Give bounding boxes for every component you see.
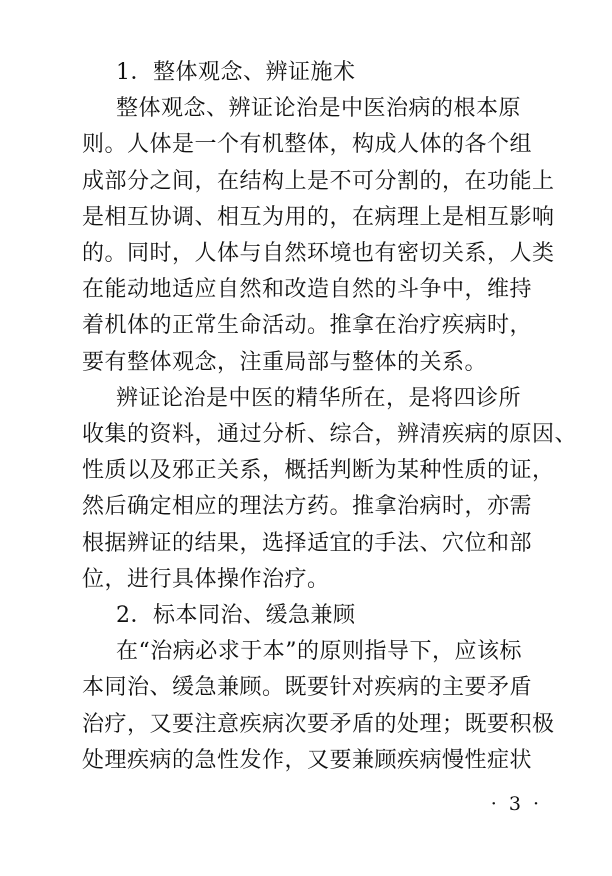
paragraph-line: 性质以及邪正关系，概括判断为某种性质的证，	[82, 458, 555, 484]
paragraph-line: 整体观念、辨证论治是中医治病的根本原	[116, 96, 522, 122]
paragraph-line: 的。同时，人体与自然环境也有密切关系，人类	[82, 241, 555, 266]
paragraph-line: 成部分之间，在结构上是不可分割的，在功能上	[82, 168, 555, 194]
section-heading-1: 1．整体观念、辨证施术	[116, 60, 356, 85]
paragraph-line: 然后确定相应的理法方药。推拿治病时，亦需	[82, 494, 533, 520]
paragraph-line: 着机体的正常生命活动。推拿在治疗疾病时，	[82, 313, 533, 339]
paragraph-line: 本同治、缓急兼顾。既要针对疾病的主要矛盾	[82, 675, 533, 701]
section-heading-2: 2．标本同治、缓急兼顾	[116, 603, 356, 628]
page-number: · 3 ·	[490, 793, 542, 815]
paragraph-line: 是相互协调、相互为用的，在病理上是相互影响	[82, 204, 555, 230]
paragraph-line: 则。人体是一个有机整体，构成人体的各个组	[82, 132, 533, 158]
paragraph-line: 治疗，又要注意疾病次要矛盾的处理；既要积极	[82, 711, 555, 737]
paragraph-line: 根据辨证的结果，选择适宜的手法、穴位和部	[82, 530, 533, 556]
paragraph-line: 处理疾病的急性发作，又要兼顾疾病慢性症状	[82, 747, 533, 773]
paragraph-line: 收集的资料，通过分析、综合，辨清疾病的原因、	[82, 422, 578, 447]
paragraph-line: 在“治病必求于本”的原则指导下，应该标	[116, 639, 522, 665]
paragraph-line: 在能动地适应自然和改造自然的斗争中，维持	[82, 277, 533, 303]
paragraph-line: 位，进行具体操作治疗。	[82, 566, 330, 592]
paragraph-line: 辨证论治是中医的精华所在，是将四诊所	[116, 385, 522, 411]
paragraph-line: 要有整体观念，注重局部与整体的关系。	[82, 349, 488, 375]
